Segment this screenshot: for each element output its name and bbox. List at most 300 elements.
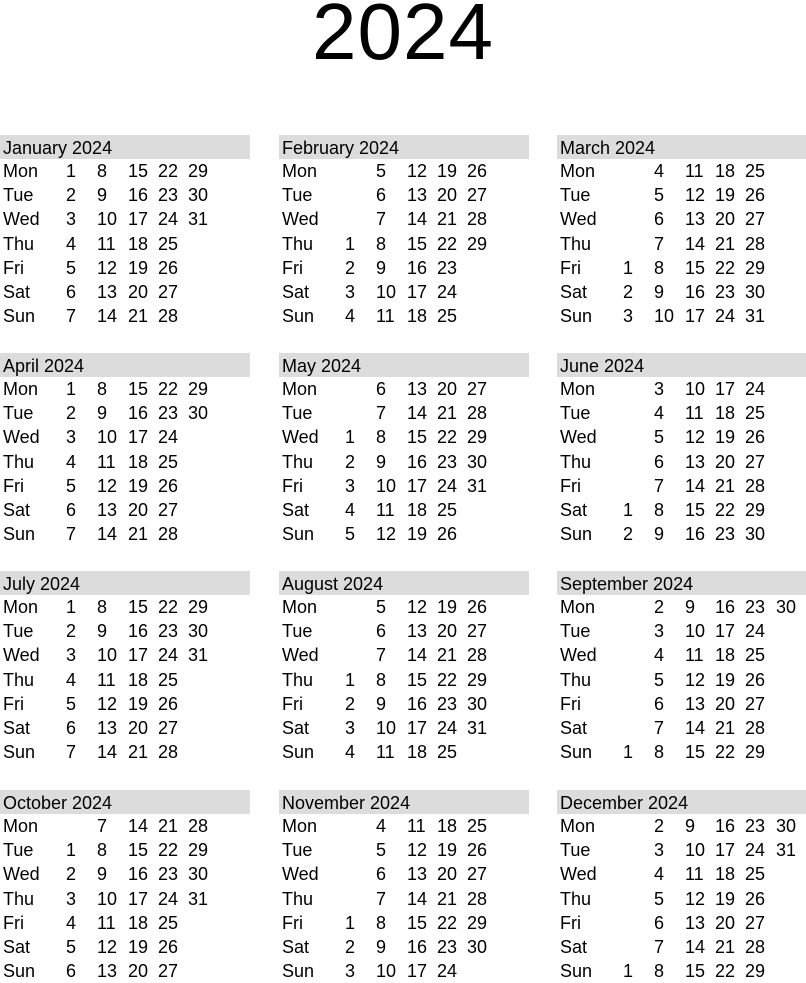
day-name: Fri [282, 693, 303, 714]
week-row [0, 522, 250, 546]
day-number: 12 [407, 840, 428, 861]
day-number: 10 [376, 717, 397, 738]
day-name: Tue [282, 185, 313, 206]
day-number: 20 [715, 912, 736, 933]
day-number: 25 [745, 645, 766, 666]
week-row [279, 498, 529, 522]
day-number: 7 [97, 816, 108, 836]
day-number: 3 [66, 427, 77, 448]
month-title: June 2024 [557, 353, 806, 377]
day-number: 19 [715, 669, 736, 690]
week-row [279, 304, 529, 328]
day-number: 1 [623, 257, 634, 278]
month-block [0, 135, 250, 328]
week-row [279, 232, 529, 256]
day-name: Sat [282, 717, 310, 738]
day-number: 26 [158, 475, 179, 496]
day-number: 2 [654, 597, 665, 617]
month-block [279, 135, 529, 328]
day-number: 16 [128, 621, 149, 642]
day-number: 24 [158, 209, 179, 230]
day-number: 22 [437, 669, 458, 690]
day-number: 9 [97, 185, 108, 206]
day-number: 1 [623, 499, 634, 520]
day-number: 29 [745, 499, 766, 520]
day-number: 31 [467, 475, 488, 496]
day-name: Wed [3, 427, 40, 448]
day-number: 17 [407, 281, 428, 302]
day-number: 8 [97, 840, 108, 861]
day-number: 9 [685, 597, 696, 617]
day-number: 29 [467, 912, 488, 933]
day-number: 25 [437, 499, 458, 520]
day-name: Wed [3, 209, 40, 230]
day-number: 21 [437, 209, 458, 230]
day-number: 12 [97, 693, 118, 714]
day-number: 15 [685, 257, 706, 278]
day-number: 25 [437, 742, 458, 763]
day-number: 26 [158, 257, 179, 278]
day-number: 31 [745, 306, 766, 327]
day-name: Thu [560, 233, 592, 254]
day-number: 22 [158, 840, 179, 861]
day-name: Sat [3, 499, 31, 520]
week-row [0, 838, 250, 862]
day-number: 30 [467, 693, 488, 714]
day-number: 4 [654, 645, 665, 666]
day-number: 15 [407, 669, 428, 690]
day-name: Sun [282, 306, 315, 327]
day-number: 15 [407, 912, 428, 933]
day-name: Tue [3, 621, 34, 642]
day-number: 27 [158, 961, 179, 982]
day-number: 21 [437, 645, 458, 666]
week-row [279, 887, 529, 911]
day-number: 22 [158, 161, 179, 181]
day-number: 6 [654, 693, 665, 714]
day-name: Tue [560, 185, 591, 206]
day-number: 5 [66, 257, 77, 278]
day-number: 18 [715, 403, 736, 424]
day-number: 18 [407, 306, 428, 327]
month-title: March 2024 [557, 135, 806, 159]
day-number: 14 [97, 306, 118, 327]
day-name: Sun [560, 524, 593, 545]
day-name: Sat [282, 499, 310, 520]
month-title: October 2024 [0, 790, 250, 814]
day-name: Thu [282, 888, 314, 909]
day-number: 19 [715, 185, 736, 206]
week-row [0, 887, 250, 911]
day-number: 16 [407, 257, 428, 278]
day-number: 30 [776, 597, 797, 617]
day-number: 19 [715, 888, 736, 909]
month-block [279, 571, 529, 764]
day-number: 30 [188, 621, 209, 642]
day-number: 12 [685, 888, 706, 909]
day-number: 16 [128, 185, 149, 206]
day-number: 11 [97, 451, 116, 472]
day-number: 11 [376, 499, 395, 520]
day-number: 17 [715, 840, 736, 861]
day-number: 22 [437, 427, 458, 448]
day-name: Sat [3, 717, 31, 738]
day-number: 30 [188, 864, 209, 885]
day-number: 23 [158, 185, 179, 206]
day-number: 11 [376, 306, 395, 327]
day-number: 10 [685, 379, 706, 399]
day-number: 15 [128, 597, 149, 617]
day-number: 22 [715, 257, 736, 278]
day-name: Thu [560, 669, 592, 690]
day-number: 1 [66, 161, 77, 181]
day-name: Mon [3, 816, 39, 836]
week-row [557, 668, 806, 692]
day-number: 22 [715, 499, 736, 520]
day-number: 21 [437, 403, 458, 424]
week-row [557, 450, 806, 474]
day-number: 30 [188, 185, 209, 206]
day-number: 6 [376, 379, 387, 399]
day-name: Wed [560, 209, 597, 230]
day-name: Thu [282, 451, 314, 472]
day-number: 10 [97, 209, 118, 230]
day-name: Mon [560, 161, 596, 181]
week-row [0, 643, 250, 667]
day-number: 23 [158, 403, 179, 424]
day-name: Wed [282, 645, 319, 666]
day-name: Sat [282, 281, 310, 302]
day-number: 1 [623, 961, 634, 982]
day-name: Thu [282, 233, 314, 254]
day-number: 23 [158, 864, 179, 885]
week-row [0, 425, 250, 449]
day-number: 8 [654, 499, 665, 520]
week-row [0, 668, 250, 692]
week-row [557, 887, 806, 911]
day-name: Mon [282, 161, 318, 181]
day-number: 27 [745, 451, 766, 472]
day-number: 24 [158, 645, 179, 666]
day-number: 27 [158, 499, 179, 520]
day-number: 1 [66, 840, 77, 861]
week-row [557, 425, 806, 449]
day-number: 6 [376, 621, 387, 642]
day-number: 5 [654, 427, 665, 448]
day-number: 20 [437, 621, 458, 642]
day-number: 9 [654, 524, 665, 545]
week-row [0, 450, 250, 474]
week-row [0, 256, 250, 280]
day-name: Tue [282, 621, 313, 642]
day-number: 18 [407, 499, 428, 520]
day-number: 7 [376, 888, 387, 909]
day-name: Mon [3, 379, 39, 399]
day-number: 31 [467, 717, 488, 738]
day-name: Wed [282, 864, 319, 885]
day-number: 9 [97, 403, 108, 424]
day-number: 30 [467, 936, 488, 957]
week-row [279, 959, 529, 983]
day-number: 12 [97, 257, 118, 278]
day-number: 29 [745, 961, 766, 982]
day-name: Fri [560, 475, 581, 496]
day-name: Sun [560, 742, 593, 763]
day-number: 13 [407, 864, 428, 885]
week-row [279, 643, 529, 667]
day-number: 27 [467, 185, 488, 206]
day-number: 17 [128, 427, 149, 448]
day-name: Sun [282, 742, 315, 763]
week-row [557, 692, 806, 716]
day-number: 28 [188, 816, 209, 836]
day-number: 14 [685, 717, 706, 738]
day-number: 18 [715, 864, 736, 885]
day-number: 2 [623, 281, 634, 302]
week-row [557, 280, 806, 304]
day-number: 30 [188, 403, 209, 424]
day-name: Fri [282, 475, 303, 496]
day-number: 2 [623, 524, 634, 545]
day-number: 25 [745, 403, 766, 424]
week-row [557, 862, 806, 886]
day-name: Sat [560, 499, 588, 520]
day-number: 27 [745, 209, 766, 230]
day-number: 26 [467, 597, 488, 617]
day-number: 11 [97, 233, 116, 254]
day-number: 24 [745, 840, 766, 861]
day-number: 4 [654, 161, 665, 181]
day-number: 31 [776, 840, 797, 861]
day-number: 24 [437, 475, 458, 496]
week-row [557, 401, 806, 425]
day-number: 25 [745, 864, 766, 885]
week-row [279, 911, 529, 935]
day-number: 17 [407, 475, 428, 496]
week-row [279, 595, 529, 619]
day-name: Wed [3, 864, 40, 885]
week-row [279, 862, 529, 886]
day-number: 19 [437, 161, 458, 181]
day-number: 2 [66, 864, 77, 885]
day-number: 24 [745, 379, 766, 399]
day-number: 21 [128, 742, 149, 763]
week-row [0, 377, 250, 401]
week-row [557, 935, 806, 959]
week-row [557, 522, 806, 546]
day-number: 18 [128, 451, 149, 472]
day-number: 7 [654, 475, 665, 496]
day-name: Sat [3, 281, 31, 302]
day-number: 25 [158, 233, 179, 254]
day-name: Wed [282, 427, 319, 448]
week-row [0, 595, 250, 619]
week-row [557, 474, 806, 498]
day-number: 13 [97, 281, 118, 302]
day-name: Sat [560, 281, 588, 302]
day-number: 12 [685, 669, 706, 690]
day-number: 7 [654, 717, 665, 738]
day-number: 22 [437, 912, 458, 933]
day-number: 13 [407, 621, 428, 642]
month-block [0, 571, 250, 764]
day-number: 23 [745, 816, 766, 836]
day-number: 4 [66, 912, 77, 933]
day-name: Sat [3, 936, 31, 957]
day-number: 9 [654, 281, 665, 302]
week-row [0, 959, 250, 983]
week-row [557, 643, 806, 667]
day-name: Thu [3, 669, 35, 690]
day-number: 4 [66, 233, 77, 254]
day-number: 23 [715, 524, 736, 545]
day-number: 19 [128, 693, 149, 714]
day-name: Tue [560, 621, 591, 642]
day-number: 24 [437, 961, 458, 982]
week-row [279, 401, 529, 425]
week-row [279, 740, 529, 764]
day-number: 11 [685, 864, 704, 885]
day-number: 25 [158, 451, 179, 472]
day-number: 8 [97, 161, 108, 181]
day-number: 16 [407, 693, 428, 714]
day-number: 27 [467, 621, 488, 642]
day-number: 14 [685, 233, 706, 254]
day-number: 12 [97, 936, 118, 957]
day-number: 6 [654, 209, 665, 230]
day-number: 7 [376, 209, 387, 230]
day-number: 29 [467, 427, 488, 448]
week-row [0, 911, 250, 935]
week-row [0, 401, 250, 425]
day-number: 14 [407, 645, 428, 666]
day-number: 10 [376, 475, 397, 496]
day-number: 13 [407, 379, 428, 399]
day-number: 10 [97, 427, 118, 448]
week-row [557, 377, 806, 401]
day-number: 17 [685, 306, 706, 327]
day-number: 13 [97, 499, 118, 520]
day-number: 7 [376, 403, 387, 424]
week-row [0, 159, 250, 183]
day-number: 16 [128, 864, 149, 885]
day-number: 20 [437, 185, 458, 206]
day-number: 23 [437, 257, 458, 278]
day-number: 27 [745, 912, 766, 933]
day-name: Tue [560, 840, 591, 861]
week-row [0, 935, 250, 959]
day-number: 8 [376, 669, 387, 690]
day-number: 31 [188, 645, 209, 666]
day-number: 21 [437, 888, 458, 909]
week-row [557, 207, 806, 231]
week-row [557, 838, 806, 862]
day-number: 19 [128, 475, 149, 496]
day-number: 20 [128, 281, 149, 302]
day-number: 15 [685, 742, 706, 763]
day-number: 28 [467, 645, 488, 666]
day-name: Thu [282, 669, 314, 690]
day-name: Fri [3, 693, 24, 714]
week-row [279, 183, 529, 207]
day-number: 12 [407, 597, 428, 617]
day-number: 23 [715, 281, 736, 302]
day-number: 17 [715, 379, 736, 399]
day-name: Sun [3, 306, 36, 327]
day-number: 11 [685, 403, 704, 424]
day-number: 29 [745, 742, 766, 763]
day-number: 9 [97, 864, 108, 885]
day-number: 16 [715, 597, 736, 617]
day-number: 30 [467, 451, 488, 472]
day-number: 6 [66, 281, 77, 302]
day-number: 1 [345, 669, 356, 690]
week-row [279, 280, 529, 304]
day-number: 24 [437, 281, 458, 302]
day-number: 25 [158, 669, 179, 690]
day-number: 21 [128, 524, 149, 545]
week-row [557, 716, 806, 740]
day-number: 5 [376, 161, 387, 181]
day-number: 16 [407, 936, 428, 957]
day-name: Wed [3, 645, 40, 666]
day-number: 16 [685, 524, 706, 545]
day-number: 29 [188, 379, 209, 399]
week-row [0, 183, 250, 207]
day-number: 3 [654, 379, 665, 399]
day-number: 18 [128, 233, 149, 254]
day-number: 14 [97, 524, 118, 545]
day-number: 28 [158, 306, 179, 327]
day-name: Sun [3, 961, 36, 982]
week-row [0, 207, 250, 231]
day-number: 2 [66, 403, 77, 424]
day-name: Mon [560, 816, 596, 836]
day-number: 14 [407, 888, 428, 909]
day-number: 5 [66, 693, 77, 714]
day-name: Wed [560, 864, 597, 885]
day-name: Thu [560, 451, 592, 472]
day-number: 3 [345, 717, 356, 738]
day-number: 22 [715, 742, 736, 763]
day-number: 5 [376, 597, 387, 617]
day-number: 12 [685, 427, 706, 448]
day-number: 20 [128, 499, 149, 520]
day-number: 10 [97, 888, 118, 909]
day-name: Tue [3, 840, 34, 861]
day-number: 26 [745, 888, 766, 909]
day-number: 26 [467, 161, 488, 181]
month-title: February 2024 [279, 135, 529, 159]
day-number: 10 [97, 645, 118, 666]
day-number: 10 [685, 840, 706, 861]
week-row [0, 280, 250, 304]
day-number: 29 [467, 669, 488, 690]
week-row [279, 716, 529, 740]
day-name: Tue [3, 185, 34, 206]
day-number: 2 [345, 257, 356, 278]
week-row [0, 619, 250, 643]
week-row [557, 183, 806, 207]
day-number: 28 [158, 524, 179, 545]
day-number: 28 [745, 717, 766, 738]
day-number: 16 [685, 281, 706, 302]
day-number: 25 [467, 816, 488, 836]
day-number: 19 [128, 936, 149, 957]
week-row [279, 668, 529, 692]
day-number: 5 [66, 475, 77, 496]
week-row [557, 814, 806, 838]
